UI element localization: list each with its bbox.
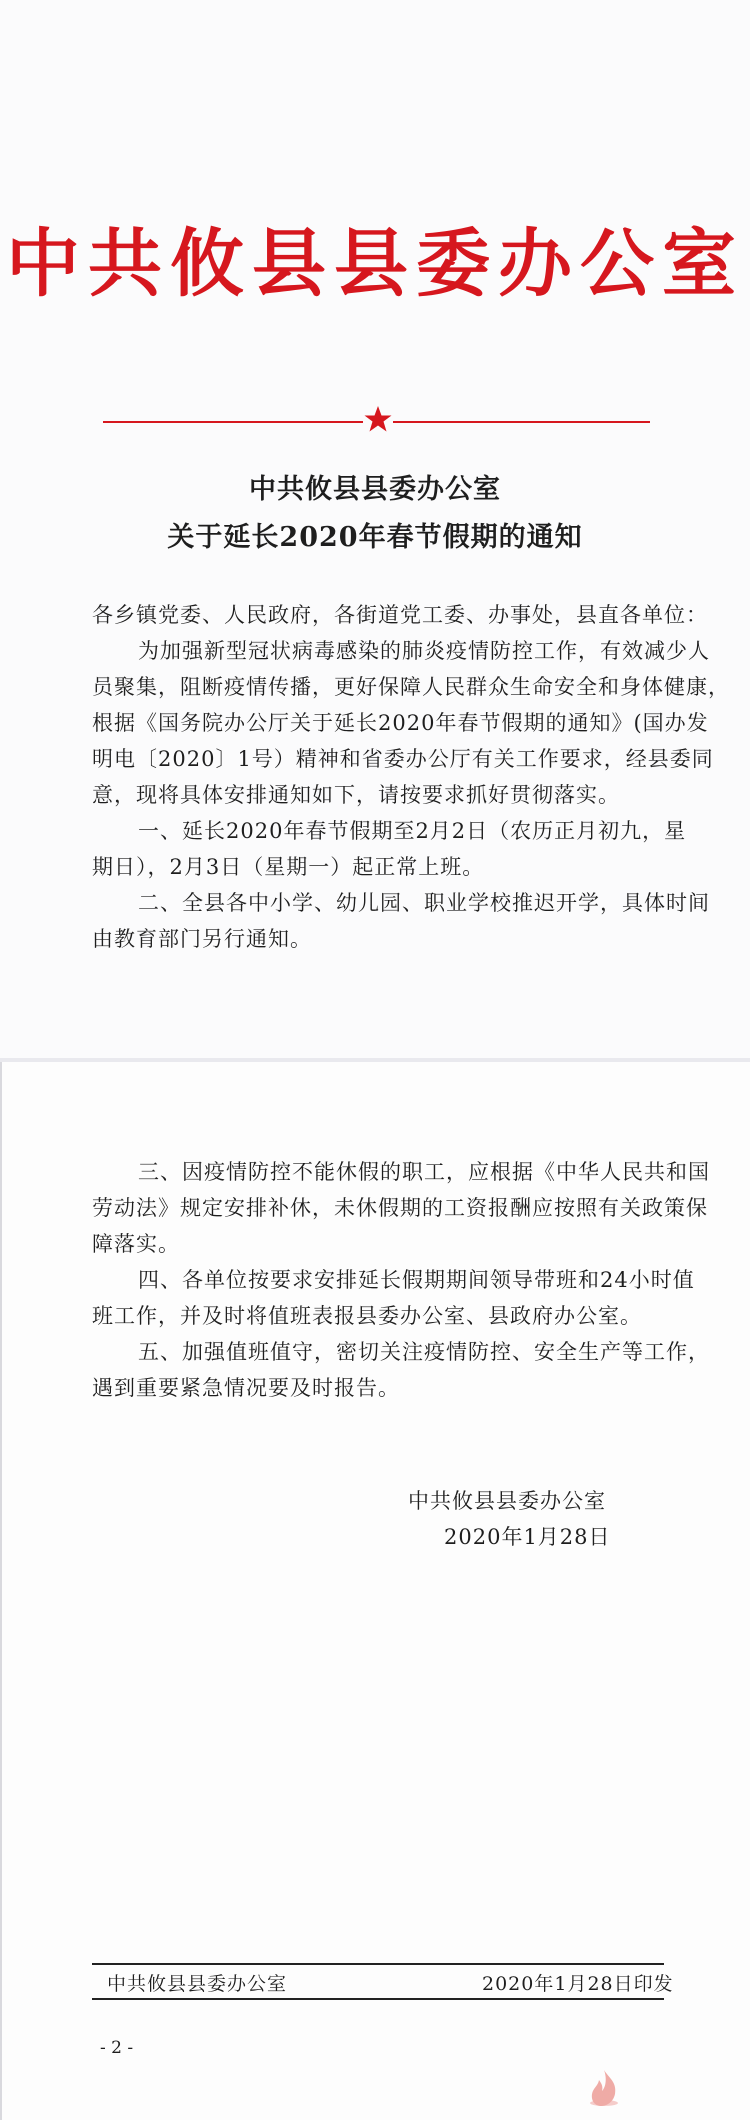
intro-paragraph: 为加强新型冠状病毒感染的肺炎疫情防控工作，有效减少人 员聚集，阻断疫情传播，更好保障人民群众生命安全和身体健康， 根据《国务院办公厅关于延长2020年春节假期的通知》(国办发 明电〔2020〕1号）精神和省委办公厅有关工作要求，经县委同 意，现将具体安排通知如下，请按要求抓好贯彻落实。 [92, 639, 730, 807]
watermark [587, 2068, 747, 2116]
page-edge [0, 1062, 2, 2120]
item-2-paragraph: 二、全县各中小学、幼儿园、职业学校推迟开学，具体时间 由教育部门另行通知。 [92, 891, 710, 951]
flame-logo-icon [587, 2068, 621, 2108]
signature-date: 2020年1月28日 [444, 1525, 611, 1549]
page-number: - 2 - [100, 2038, 134, 2058]
item-5-paragraph: 五、加强值班值守，密切关注疫情防控、安全生产等工作， 遇到重要紧急情况要及时报告。 [92, 1340, 710, 1400]
issuer-red-header: 中共攸县县委办公室 [6, 221, 744, 307]
footer-print-date: 2020年1月28日印发 [482, 1973, 674, 1995]
notice-title-line-2: 关于延长2020年春节假期的通知 [167, 522, 583, 553]
footer-rule-bottom [92, 1998, 664, 2000]
footer-rule-top [92, 1963, 664, 1965]
signature-organization: 中共攸县县委办公室 [408, 1489, 606, 1513]
footer-organization: 中共攸县县委办公室 [107, 1973, 288, 1995]
item-1-paragraph: 一、延长2020年春节假期至2月2日（农历正月初九，星 期日），2月3日（星期一）起正常上班。 [92, 819, 687, 879]
red-rule-right [393, 421, 650, 423]
notice-title-line-1: 中共攸县县委办公室 [249, 474, 501, 505]
item-4-paragraph: 四、各单位按要求安排延长假期期间领导带班和24小时值 班工作，并及时将值班表报县委办公室、县政府办公室。 [92, 1268, 695, 1328]
document-page-2 [0, 1062, 750, 2120]
red-star-icon [363, 404, 393, 434]
salutation: 各乡镇党委、人民政府，各街道党工委、办事处，县直各单位： [92, 603, 708, 627]
red-rule-left [103, 421, 363, 423]
item-3-paragraph: 三、因疫情防控不能休假的职工，应根据《中华人民共和国 劳动法》规定安排补休，未休假期的工资报酬应按照有关政策保 障落实。 [92, 1160, 710, 1256]
